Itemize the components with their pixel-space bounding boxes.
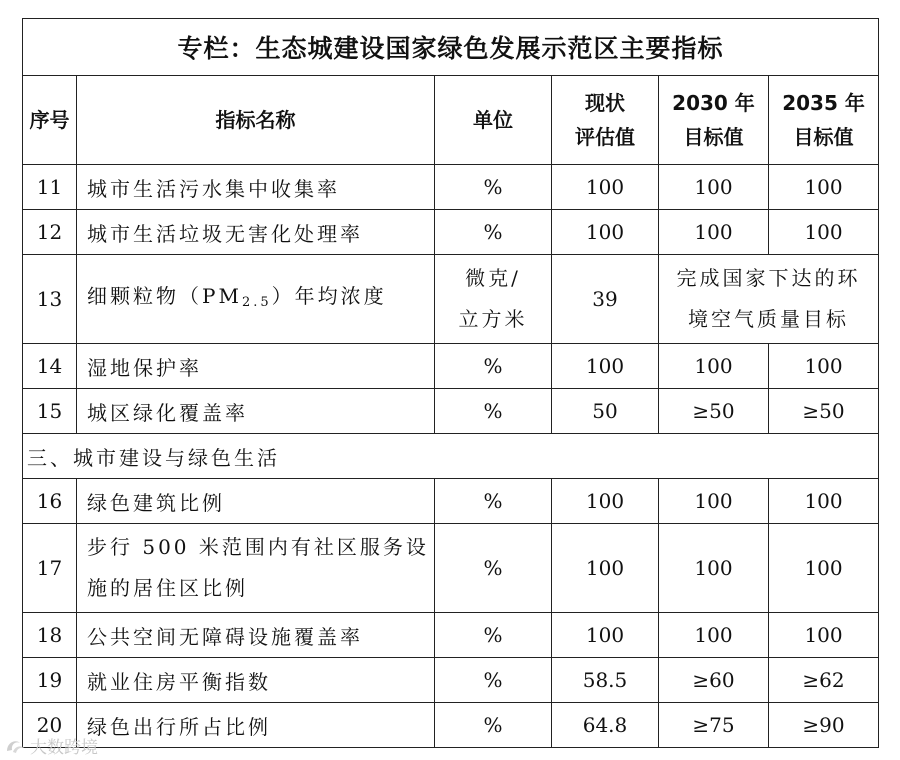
header-current: 现状 评估值 bbox=[552, 76, 659, 165]
table-row bbox=[23, 524, 879, 613]
row-2035: ≥90 bbox=[769, 703, 879, 748]
row-current: 64.8 bbox=[552, 703, 659, 748]
table-row bbox=[23, 344, 879, 389]
row-no: 17 bbox=[23, 524, 77, 613]
row-unit: % bbox=[435, 658, 552, 703]
table-row bbox=[23, 255, 879, 344]
row-2035: ≥62 bbox=[769, 658, 879, 703]
row-2030: ≥50 bbox=[659, 389, 769, 434]
row-current: 100 bbox=[552, 344, 659, 389]
section-row bbox=[23, 434, 879, 479]
row-name: 城区绿化覆盖率 bbox=[77, 389, 435, 434]
section-title: 三、城市建设与绿色生活 bbox=[23, 434, 879, 479]
row-2035: 100 bbox=[769, 165, 879, 210]
indicator-table bbox=[22, 18, 879, 748]
row-unit: % bbox=[435, 210, 552, 255]
row-name: 就业住房平衡指数 bbox=[77, 658, 435, 703]
row-no: 12 bbox=[23, 210, 77, 255]
table-row bbox=[23, 703, 879, 748]
row-no: 14 bbox=[23, 344, 77, 389]
row-merged-target: 完成国家下达的环 境空气质量目标 bbox=[659, 255, 879, 344]
row-2030: 100 bbox=[659, 613, 769, 658]
row-current: 100 bbox=[552, 613, 659, 658]
row-name: 公共空间无障碍设施覆盖率 bbox=[77, 613, 435, 658]
row-no: 13 bbox=[23, 255, 77, 344]
row-2030: 100 bbox=[659, 524, 769, 613]
header-2035: 2035 年 目标值 bbox=[769, 76, 879, 165]
table-title: 专栏：生态城建设国家绿色发展示范区主要指标 bbox=[23, 19, 879, 76]
row-name: 绿色出行所占比例 bbox=[77, 703, 435, 748]
row-current: 39 bbox=[552, 255, 659, 344]
row-name: 湿地保护率 bbox=[77, 344, 435, 389]
row-2030: 100 bbox=[659, 165, 769, 210]
row-unit: 微克/ 立方米 bbox=[435, 255, 552, 344]
row-no: 18 bbox=[23, 613, 77, 658]
row-unit: % bbox=[435, 613, 552, 658]
table-row bbox=[23, 613, 879, 658]
row-unit: % bbox=[435, 703, 552, 748]
row-current: 100 bbox=[552, 165, 659, 210]
watermark bbox=[4, 733, 98, 758]
row-current: 58.5 bbox=[552, 658, 659, 703]
row-no: 15 bbox=[23, 389, 77, 434]
table-row bbox=[23, 658, 879, 703]
row-name: 城市生活污水集中收集率 bbox=[77, 165, 435, 210]
row-current: 100 bbox=[552, 479, 659, 524]
row-no: 20 bbox=[23, 703, 77, 748]
row-2035: 100 bbox=[769, 613, 879, 658]
row-unit: % bbox=[435, 344, 552, 389]
row-no: 11 bbox=[23, 165, 77, 210]
table-row bbox=[23, 210, 879, 255]
row-name: 细颗粒物$(PM_{2.5})$年均浓度 bbox=[77, 255, 435, 344]
row-name: 绿色建筑比例 bbox=[77, 479, 435, 524]
row-2030: ≥75 bbox=[659, 703, 769, 748]
row-no: 16 bbox=[23, 479, 77, 524]
row-unit: % bbox=[435, 389, 552, 434]
row-2035: 100 bbox=[769, 524, 879, 613]
watermark-logo-icon bbox=[4, 737, 26, 755]
row-2035: 100 bbox=[769, 479, 879, 524]
row-unit: % bbox=[435, 165, 552, 210]
row-2035: ≥50 bbox=[769, 389, 879, 434]
header-no: 序号 bbox=[23, 76, 77, 165]
row-2030: ≥60 bbox=[659, 658, 769, 703]
header-row bbox=[23, 76, 879, 165]
table-row bbox=[23, 479, 879, 524]
row-no: 19 bbox=[23, 658, 77, 703]
row-2035: 100 bbox=[769, 210, 879, 255]
header-unit: 单位 bbox=[435, 76, 552, 165]
row-current: 100 bbox=[552, 210, 659, 255]
header-2030: 2030 年 目标值 bbox=[659, 76, 769, 165]
row-2035: 100 bbox=[769, 344, 879, 389]
row-unit: % bbox=[435, 524, 552, 613]
table-row bbox=[23, 165, 879, 210]
row-name: 步行 500 米范围内有社区服务设 施的居住区比例 bbox=[77, 524, 435, 613]
watermark-text: 大数跨境 bbox=[30, 738, 98, 758]
row-2030: 100 bbox=[659, 210, 769, 255]
row-current: 50 bbox=[552, 389, 659, 434]
row-unit: % bbox=[435, 479, 552, 524]
header-name: 指标名称 bbox=[77, 76, 435, 165]
row-current: 100 bbox=[552, 524, 659, 613]
table-row bbox=[23, 389, 879, 434]
row-2030: 100 bbox=[659, 479, 769, 524]
row-name: 城市生活垃圾无害化处理率 bbox=[77, 210, 435, 255]
row-2030: 100 bbox=[659, 344, 769, 389]
